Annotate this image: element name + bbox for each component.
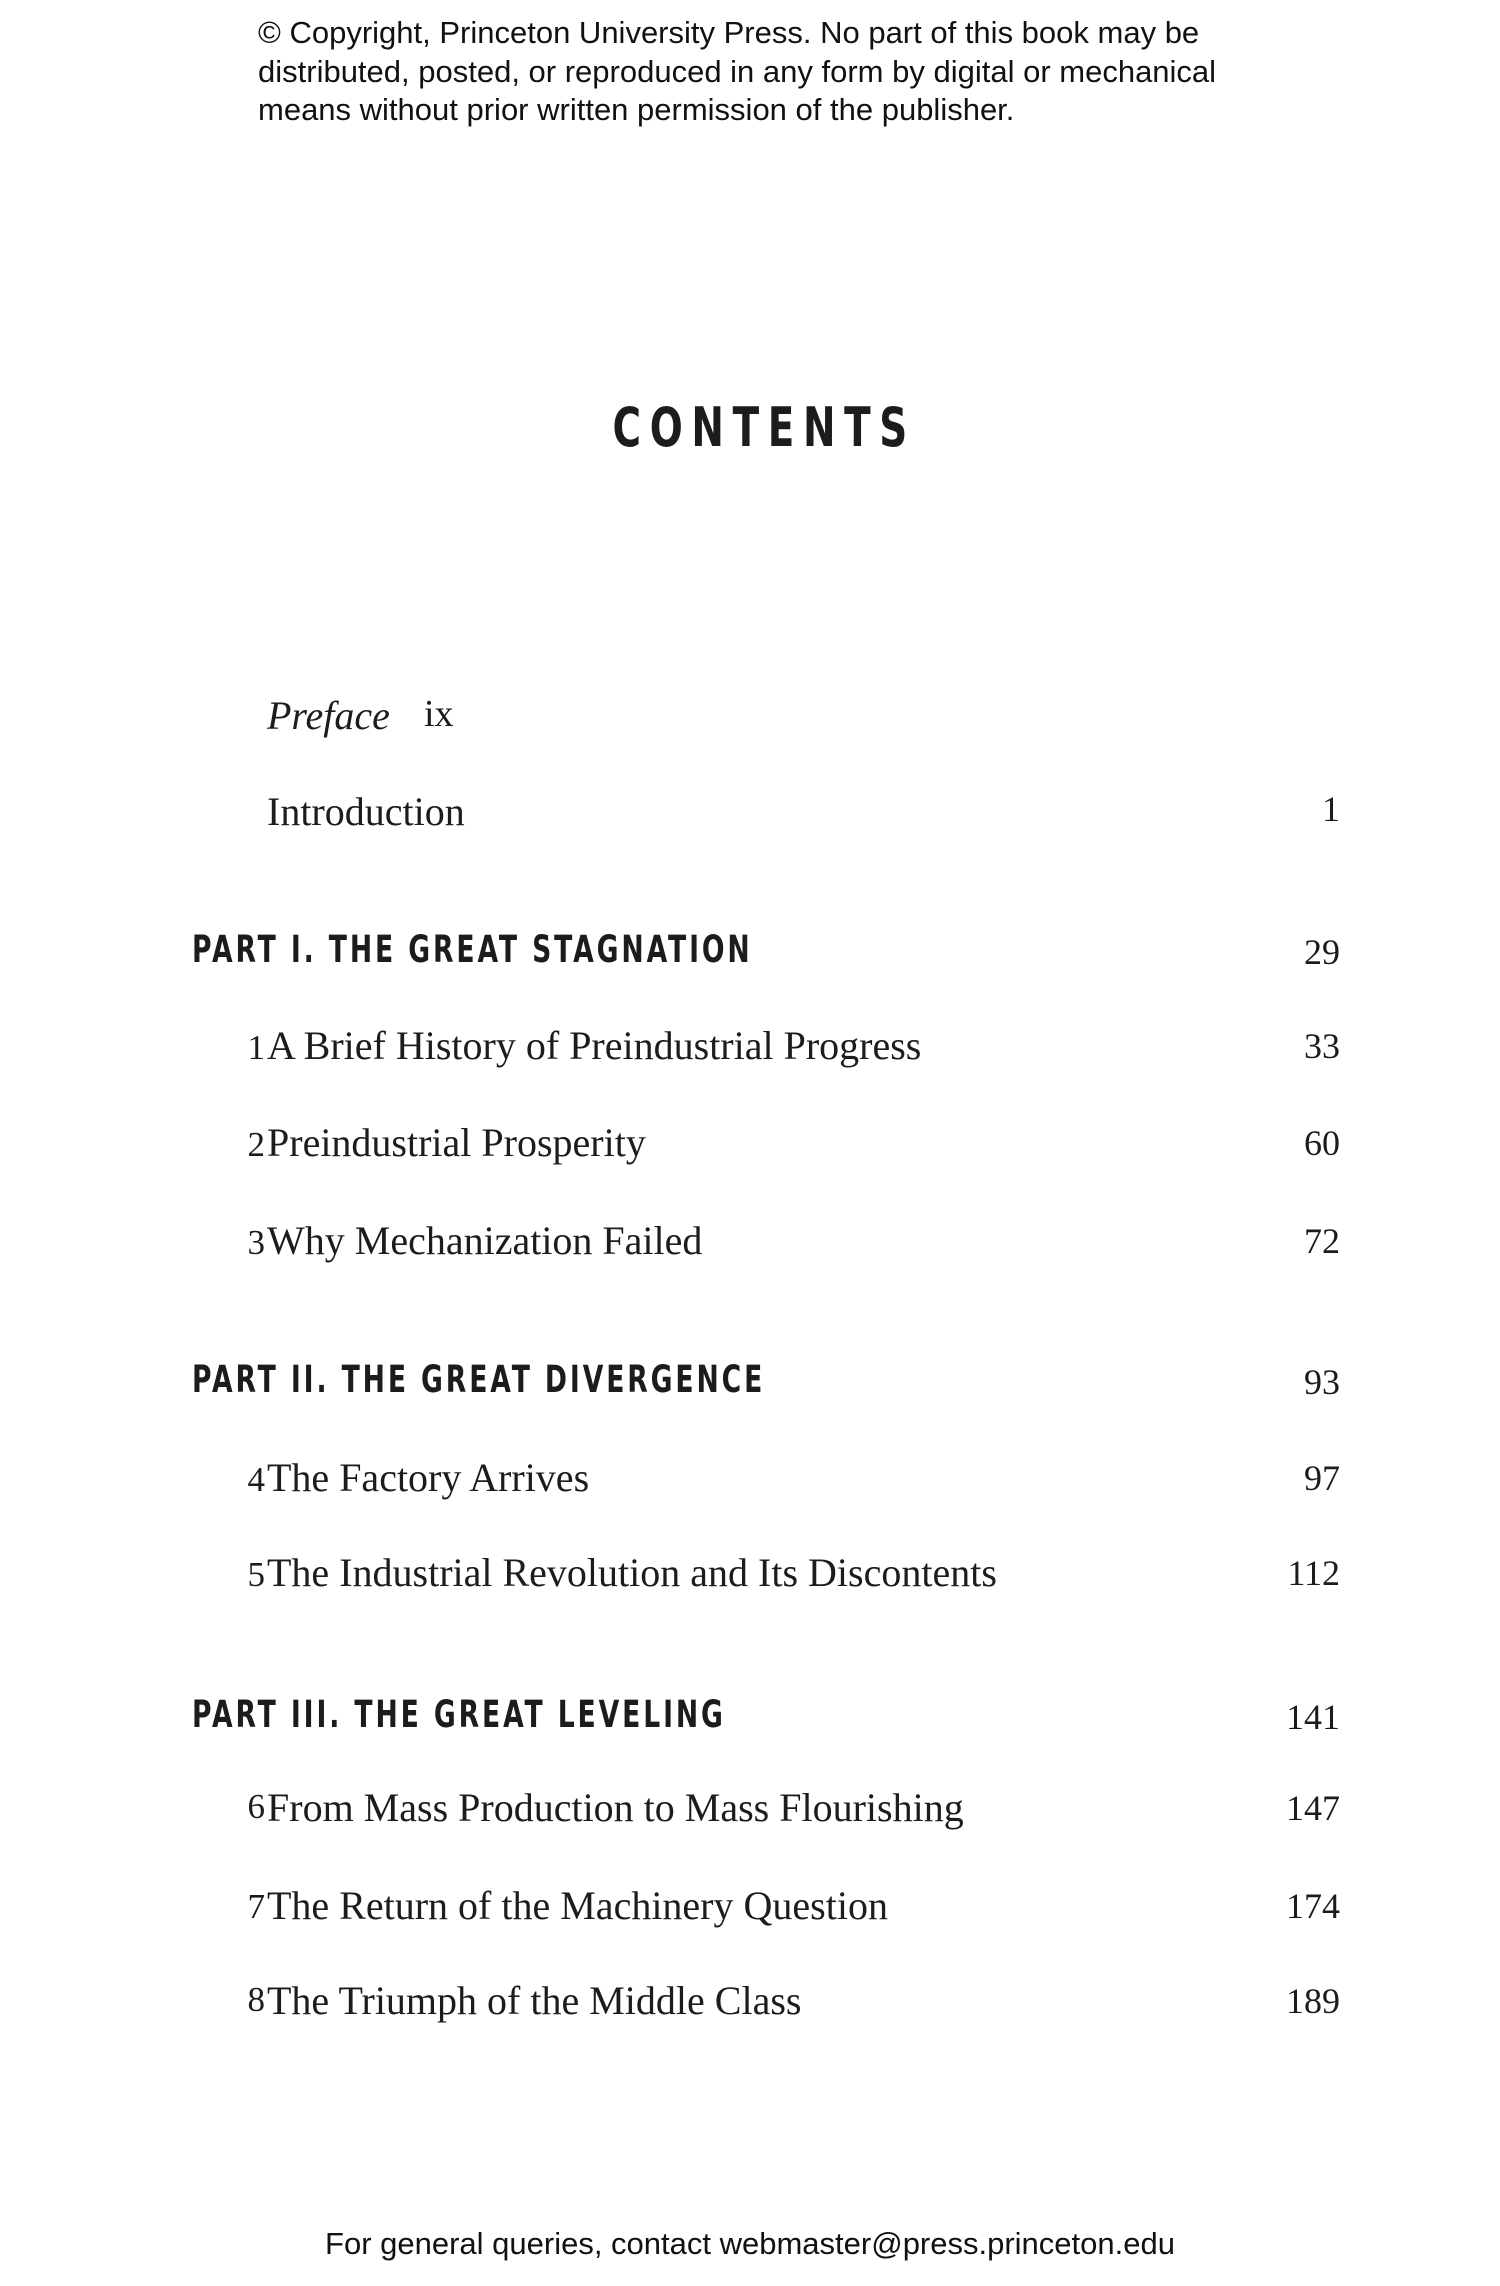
part-page: 93 bbox=[1304, 1362, 1340, 1402]
chapter-title: A Brief History of Preindustrial Progress bbox=[267, 1023, 922, 1068]
chapter-number: 2 bbox=[247, 1125, 265, 1164]
chapter-page: 72 bbox=[1304, 1221, 1340, 1261]
page-title: CONTENTS bbox=[612, 396, 916, 459]
chapter-page: 189 bbox=[1286, 1981, 1340, 2021]
toc-chapter-5[interactable] bbox=[0, 1549, 1500, 1609]
toc-chapter-8[interactable] bbox=[0, 1977, 1500, 2037]
toc-chapter-2[interactable] bbox=[0, 1119, 1500, 1179]
part-page: 141 bbox=[1286, 1697, 1340, 1737]
chapter-page: 33 bbox=[1304, 1026, 1340, 1066]
chapter-number: 8 bbox=[247, 1980, 265, 2019]
part-title: PART III. THE GREAT LEVELING bbox=[192, 1693, 726, 1736]
entry-page: 1 bbox=[1322, 789, 1340, 829]
chapter-number: 3 bbox=[247, 1223, 265, 1262]
copyright-line: distributed, posted, or reproduced in any form by digital or mechanical bbox=[258, 53, 1217, 89]
toc-part-3[interactable] bbox=[0, 1693, 1500, 1753]
toc-part-2[interactable] bbox=[0, 1358, 1500, 1418]
toc-entry-preface[interactable] bbox=[0, 692, 1500, 752]
entry-page: ix bbox=[424, 693, 454, 735]
chapter-number: 7 bbox=[247, 1887, 265, 1926]
copyright-notice bbox=[258, 14, 1278, 130]
part-title: PART II. THE GREAT DIVERGENCE bbox=[192, 1358, 766, 1401]
entry-title: Introduction bbox=[267, 789, 465, 834]
toc-entry-introduction[interactable] bbox=[0, 788, 1500, 848]
part-title: PART I. THE GREAT STAGNATION bbox=[192, 928, 753, 971]
chapter-number: 1 bbox=[247, 1028, 265, 1067]
entry-title: Preface bbox=[267, 693, 390, 738]
toc-chapter-3[interactable] bbox=[0, 1217, 1500, 1277]
chapter-page: 147 bbox=[1286, 1788, 1340, 1828]
footer-contact: For general queries, contact webmaster@press.princeton.edu bbox=[325, 2226, 1175, 2261]
chapter-title: The Triumph of the Middle Class bbox=[267, 1978, 802, 2023]
chapter-page: 97 bbox=[1304, 1458, 1340, 1498]
chapter-title: The Industrial Revolution and Its Discontents bbox=[267, 1550, 997, 1595]
copyright-line: © Copyright, Princeton University Press. No part of this book may be bbox=[258, 15, 1200, 50]
chapter-title: The Factory Arrives bbox=[267, 1455, 590, 1500]
chapter-page: 174 bbox=[1286, 1886, 1340, 1926]
chapter-number: 5 bbox=[247, 1555, 265, 1594]
chapter-page: 60 bbox=[1304, 1123, 1340, 1163]
chapter-title: From Mass Production to Mass Flourishing bbox=[267, 1785, 964, 1830]
toc-part-1[interactable] bbox=[0, 928, 1500, 988]
chapter-number: 4 bbox=[247, 1460, 265, 1499]
part-page: 29 bbox=[1304, 932, 1340, 972]
toc-chapter-6[interactable] bbox=[0, 1784, 1500, 1844]
chapter-title: Preindustrial Prosperity bbox=[267, 1120, 646, 1165]
chapter-title: The Return of the Machinery Question bbox=[267, 1883, 888, 1928]
copyright-line: means without prior written permission of the publisher. bbox=[258, 92, 1015, 127]
toc-chapter-4[interactable] bbox=[0, 1454, 1500, 1514]
chapter-title: Why Mechanization Failed bbox=[267, 1218, 703, 1263]
chapter-number: 6 bbox=[247, 1787, 265, 1826]
toc-chapter-7[interactable] bbox=[0, 1882, 1500, 1942]
toc-chapter-1[interactable] bbox=[0, 1022, 1500, 1082]
chapter-page: 112 bbox=[1287, 1553, 1340, 1593]
